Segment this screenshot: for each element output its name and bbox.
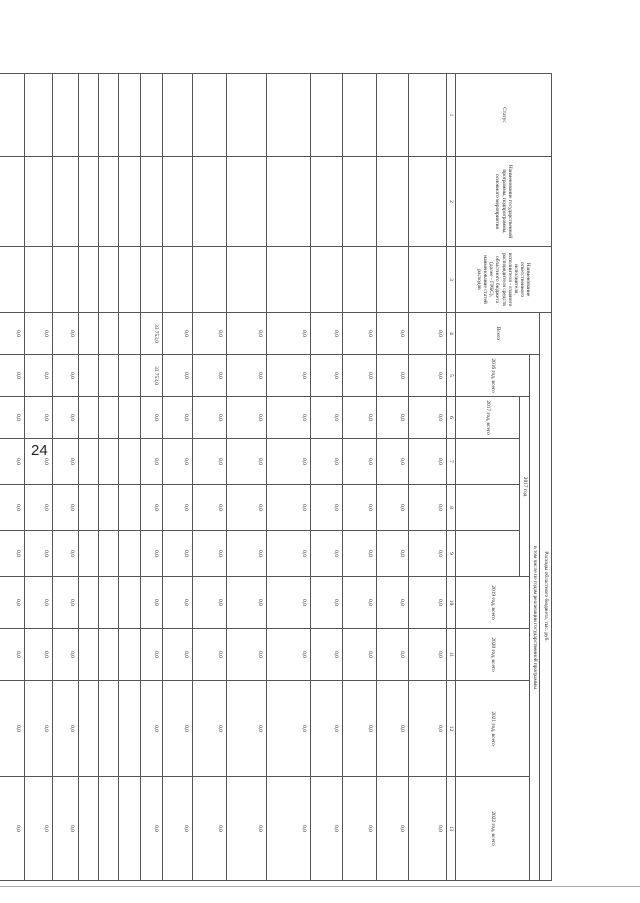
row-year-value: 0,0 [266,439,310,485]
table-row [266,74,310,881]
table-row [78,74,98,881]
row-year-value: 0,0 [192,531,226,577]
row-status [162,74,192,157]
column-number: 8 [446,485,455,531]
row-executor [342,247,376,313]
row-executor [266,247,310,313]
row-year-value: 0,0 [0,577,24,629]
row-program-name [226,157,266,247]
row-year-value: 0,0 [0,397,24,439]
row-program-name [78,157,98,247]
row-year-value: 0,0 [192,485,226,531]
row-year-value: 0,0 [310,397,342,439]
row-total: 0,0 [310,313,342,355]
row-program-name [52,157,78,247]
row-total: 33 753,0 [140,313,162,355]
row-executor [226,247,266,313]
row-year-value: 0,0 [408,439,446,485]
row-total: 0,0 [162,313,192,355]
row-year-value [118,439,140,485]
row-executor [310,247,342,313]
row-year-value: 0,0 [408,531,446,577]
row-status [118,74,140,157]
row-executor [0,247,24,313]
row-year-value: 0,0 [342,355,376,397]
row-year-value: 0,0 [192,439,226,485]
column-number: 12 [446,681,455,777]
row-year-value: 0,0 [408,485,446,531]
row-year-value [118,397,140,439]
column-number: 13 [446,777,455,881]
header-executor: Наименование ответственного исполнителя, исполнителя - главного распорядителя средств областного бюджета (далее - ГРБС), наименование статей расходов [456,247,552,313]
header-group-2017: 2017 год [520,397,530,577]
row-year-value: 0,0 [266,777,310,881]
row-status [266,74,310,157]
row-total [78,313,98,355]
row-status [78,74,98,157]
row-year-value: 0,0 [310,485,342,531]
row-status [310,74,342,157]
row-year-value: 0,0 [162,531,192,577]
row-status [98,74,118,157]
row-total: 0,0 [376,313,408,355]
column-number: 3 [446,247,455,313]
row-year-value [98,439,118,485]
row-year-value [118,531,140,577]
header-2017-total: 2017 год, всего [456,397,520,439]
row-executor [24,247,52,313]
row-year-value: 0,0 [162,681,192,777]
row-year-value: 0,0 [408,397,446,439]
row-status [376,74,408,157]
row-status [408,74,446,157]
row-year-value: 0,0 [266,531,310,577]
row-year-value: 0,0 [266,485,310,531]
row-year-value: 0,0 [376,355,408,397]
row-year-value: 0,0 [342,531,376,577]
row-program-name [0,157,24,247]
row-year-value: 0,0 [342,577,376,629]
row-year-value: 0,0 [140,439,162,485]
header-status: Статус [456,74,552,157]
row-year-value: 0,0 [162,485,192,531]
row-program-name [342,157,376,247]
row-status [192,74,226,157]
row-year-value: 0,0 [192,629,226,681]
row-status [140,74,162,157]
row-year-value: 0,0 [0,485,24,531]
row-year-value [118,355,140,397]
row-year-value [78,485,98,531]
row-total: 0,0 [24,313,52,355]
row-year-value [98,777,118,881]
row-year-value: 33 753,0 [140,355,162,397]
row-executor [162,247,192,313]
row-year-value: 0,0 [140,629,162,681]
row-year-value: 0,0 [162,629,192,681]
table-row [0,74,24,881]
header-2020: 2020 год, всего [456,629,530,681]
row-year-value: 0,0 [226,777,266,881]
header-2017-b [456,485,520,531]
page-number: 24 [31,442,48,459]
row-program-name [266,157,310,247]
row-year-value: 0,0 [376,777,408,881]
row-year-value [98,355,118,397]
budget-table [0,73,552,881]
row-program-name [408,157,446,247]
row-status [342,74,376,157]
column-number: 2 [446,157,455,247]
row-year-value [118,777,140,881]
table-body [0,74,446,881]
row-executor [376,247,408,313]
row-year-value: 0,0 [342,777,376,881]
row-year-value [118,681,140,777]
row-total [98,313,118,355]
row-year-value: 0,0 [24,777,52,881]
row-year-value: 0,0 [24,485,52,531]
row-year-value: 0,0 [140,777,162,881]
row-year-value [78,777,98,881]
row-year-value: 0,0 [192,577,226,629]
row-year-value: 0,0 [376,439,408,485]
row-year-value: 0,0 [52,777,78,881]
row-program-name [310,157,342,247]
row-year-value: 0,0 [24,397,52,439]
row-year-value: 0,0 [162,577,192,629]
row-year-value: 0,0 [52,577,78,629]
row-year-value: 0,0 [408,681,446,777]
row-total [118,313,140,355]
table-row [376,74,408,881]
column-number: 4 [446,313,455,355]
row-year-value [78,397,98,439]
row-year-value: 0,0 [226,629,266,681]
row-year-value: 0,0 [226,681,266,777]
table-row [98,74,118,881]
row-year-value: 0,0 [52,531,78,577]
row-year-value: 0,0 [192,681,226,777]
row-executor [52,247,78,313]
row-year-value [98,577,118,629]
row-status [52,74,78,157]
row-year-value: 0,0 [52,355,78,397]
row-status [226,74,266,157]
row-year-value: 0,0 [266,355,310,397]
row-year-value: 0,0 [0,439,24,485]
table-caption: Расходы областного бюджета, тыс. руб. [540,313,552,881]
row-total: 0,0 [226,313,266,355]
row-year-value: 0,0 [342,439,376,485]
row-year-value: 0,0 [24,355,52,397]
row-year-value: 0,0 [140,577,162,629]
row-year-value: 0,0 [408,355,446,397]
header-2017-c [456,531,520,577]
row-year-value: 0,0 [140,681,162,777]
row-year-value: 0,0 [162,439,192,485]
row-program-name [24,157,52,247]
row-year-value: 0,0 [342,397,376,439]
column-number: 1 [446,74,455,157]
header-2019: 2019 год, всего [456,577,530,629]
row-program-name [162,157,192,247]
row-year-value: 0,0 [266,629,310,681]
row-year-value: 0,0 [52,397,78,439]
header-2016: 2016 год, всего [456,355,530,397]
row-total: 0,0 [52,313,78,355]
row-year-value: 0,0 [376,629,408,681]
header-2022: 2022 год, всего [456,777,530,881]
row-year-value: 0,0 [0,531,24,577]
row-year-value: 0,0 [376,485,408,531]
row-year-value: 0,0 [226,355,266,397]
header-program-name: Наименование государственной программы, подпрограммы, основного мероприятия [456,157,552,247]
row-year-value [118,629,140,681]
row-year-value [98,681,118,777]
row-program-name [98,157,118,247]
row-year-value: 0,0 [266,681,310,777]
row-program-name [140,157,162,247]
page-bottom-rule [0,886,640,887]
row-year-value: 0,0 [310,439,342,485]
row-year-value: 0,0 [310,577,342,629]
row-year-value: 0,0 [226,439,266,485]
row-year-value: 0,0 [0,355,24,397]
row-executor [78,247,98,313]
header-2017-a [456,439,520,485]
header-total: Всего [456,313,540,355]
row-year-value [78,629,98,681]
row-year-value: 0,0 [140,485,162,531]
row-year-value: 0,0 [376,531,408,577]
table-row [342,74,376,881]
row-year-value: 0,0 [226,531,266,577]
row-total: 0,0 [266,313,310,355]
row-year-value: 0,0 [342,485,376,531]
row-year-value [78,355,98,397]
row-year-value [118,485,140,531]
row-program-name [118,157,140,247]
row-year-value: 0,0 [24,629,52,681]
row-year-value: 0,0 [376,577,408,629]
table-row [226,74,266,881]
row-executor [408,247,446,313]
row-year-value: 0,0 [408,777,446,881]
row-year-value: 0,0 [192,355,226,397]
row-year-value: 0,0 [226,485,266,531]
row-year-value: 0,0 [0,629,24,681]
row-year-value [98,629,118,681]
table-row [52,74,78,881]
table-row [310,74,342,881]
row-year-value: 0,0 [342,681,376,777]
row-status [0,74,24,157]
row-year-value: 0,0 [52,439,78,485]
column-number: 10 [446,577,455,629]
table-row [118,74,140,881]
row-year-value: 0,0 [24,681,52,777]
row-year-value [78,577,98,629]
row-year-value [78,439,98,485]
header-2021: 2021 год, всего [456,681,530,777]
row-year-value: 0,0 [52,629,78,681]
row-year-value: 0,0 [310,681,342,777]
row-year-value: 0,0 [140,397,162,439]
row-year-value [118,577,140,629]
row-year-value: 0,0 [162,777,192,881]
row-executor [118,247,140,313]
row-year-value: 0,0 [266,397,310,439]
row-year-value: 0,0 [376,397,408,439]
row-year-value: 0,0 [192,397,226,439]
row-executor [192,247,226,313]
row-year-value: 0,0 [24,439,52,485]
column-number: 9 [446,531,455,577]
column-number: 7 [446,439,455,485]
row-year-value [78,681,98,777]
row-year-value: 0,0 [342,629,376,681]
row-executor [98,247,118,313]
row-program-name [192,157,226,247]
row-year-value: 0,0 [140,531,162,577]
row-status [24,74,52,157]
row-year-value [98,531,118,577]
row-year-value: 0,0 [226,577,266,629]
table-row [192,74,226,881]
row-total: 0,0 [192,313,226,355]
row-year-value: 0,0 [226,397,266,439]
column-number: 5 [446,355,455,397]
table-row [408,74,446,881]
row-year-value: 0,0 [162,355,192,397]
row-total: 0,0 [408,313,446,355]
row-year-value: 0,0 [52,485,78,531]
column-number: 6 [446,397,455,439]
row-year-value: 0,0 [310,629,342,681]
row-year-value: 0,0 [192,777,226,881]
row-program-name [376,157,408,247]
row-year-value: 0,0 [266,577,310,629]
row-year-value: 0,0 [162,397,192,439]
row-total: 0,0 [0,313,24,355]
table-row [24,74,52,881]
row-year-value: 0,0 [0,777,24,881]
row-year-value: 0,0 [376,681,408,777]
table-row [162,74,192,881]
row-year-value: 0,0 [24,531,52,577]
header-group-years: в том числе по годам реализации государственной программы [530,355,540,881]
row-year-value: 0,0 [52,681,78,777]
row-year-value [78,531,98,577]
row-year-value: 0,0 [408,629,446,681]
row-year-value: 0,0 [408,577,446,629]
column-number-row [446,74,455,881]
row-year-value: 0,0 [310,777,342,881]
table-row [140,74,162,881]
row-year-value [98,397,118,439]
row-year-value: 0,0 [0,681,24,777]
row-year-value: 0,0 [310,355,342,397]
row-year-value: 0,0 [24,577,52,629]
row-executor [140,247,162,313]
row-total: 0,0 [342,313,376,355]
row-year-value [98,485,118,531]
column-number: 11 [446,629,455,681]
row-year-value: 0,0 [310,531,342,577]
